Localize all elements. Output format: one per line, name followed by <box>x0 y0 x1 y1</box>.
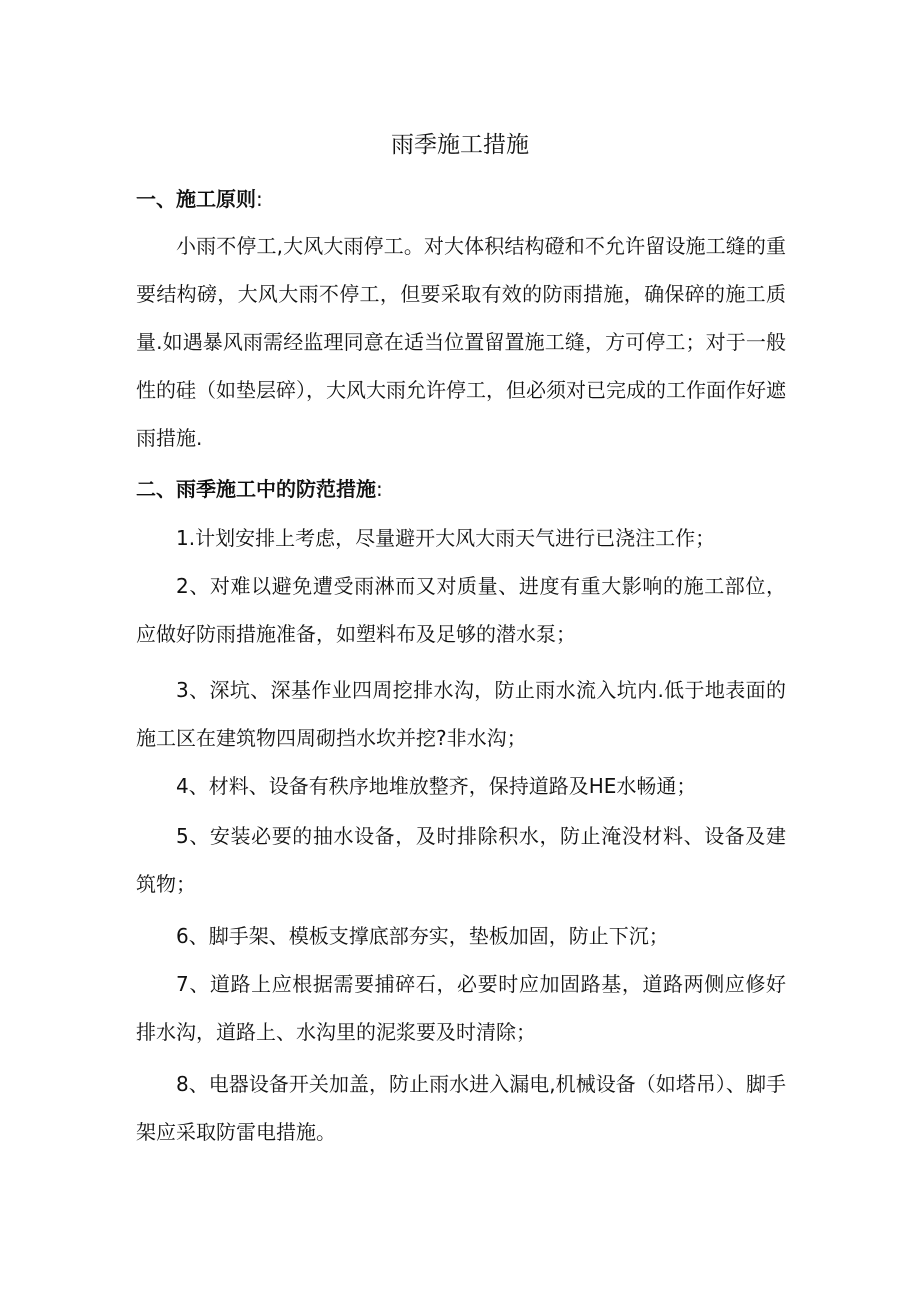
section-heading-colon: : <box>256 187 263 211</box>
section-heading-measures <box>136 474 383 504</box>
measure-item: 5、安装必要的抽水设备，及时排除积水，防止淹没材料、设备及建筑物； <box>136 824 786 896</box>
document-title: 雨季施工措施 <box>391 132 529 158</box>
measure-item: 1.计划安排上考虑，尽量避开大风大雨天气进行已浇注工作； <box>176 526 716 550</box>
measure-item: 3、深坑、深基作业四周挖排水沟，防止雨水流入坑内.低于地表面的施工区在建筑物四周砌挡水坎并挖?非水沟； <box>136 678 786 750</box>
section-heading-text: 施工原则 <box>176 187 256 211</box>
measure-item: 4、材料、设备有秩序地堆放整齐，保持道路及HE水畅通； <box>176 774 697 798</box>
section-number: 一、 <box>136 187 176 211</box>
section-heading-text: 雨季施工中的防范措施 <box>176 477 376 501</box>
section-heading-colon: : <box>376 477 383 501</box>
measure-item: 2、对难以避免遭受雨淋而又对质量、进度有重大影响的施工部位，应做好防雨措施准备，如塑料布及足够的潜水泵； <box>136 574 786 646</box>
section-number: 二、 <box>136 477 176 501</box>
section-heading-principles <box>136 184 263 214</box>
measure-item: 7、道路上应根据需要捕碎石，必要时应加固路基，道路两侧应修好排水沟，道路上、水沟里的泥浆要及时清除； <box>136 972 786 1044</box>
measure-item: 8、电器设备开关加盖，防止雨水进入漏电,机械设备（如塔吊）、脚手架应采取防雷电措施。 <box>136 1072 786 1144</box>
principles-paragraph: 小雨不停工,大风大雨停工。对大体积结构磴和不允许留设施工缝的重要结构磅，大风大雨不停工，但要采取有效的防雨措施，确保碎的施工质量.如遇暴风雨需经监理同意在适当位置留置施工缝，方可停工；对于一般性的硅（如垫层碎），大风大雨允许停工，但必须对已完成的工作面作好遮雨措施. <box>136 234 786 450</box>
measure-item: 6、脚手架、模板支撑底部夯实，垫板加固，防止下沉； <box>176 924 669 948</box>
